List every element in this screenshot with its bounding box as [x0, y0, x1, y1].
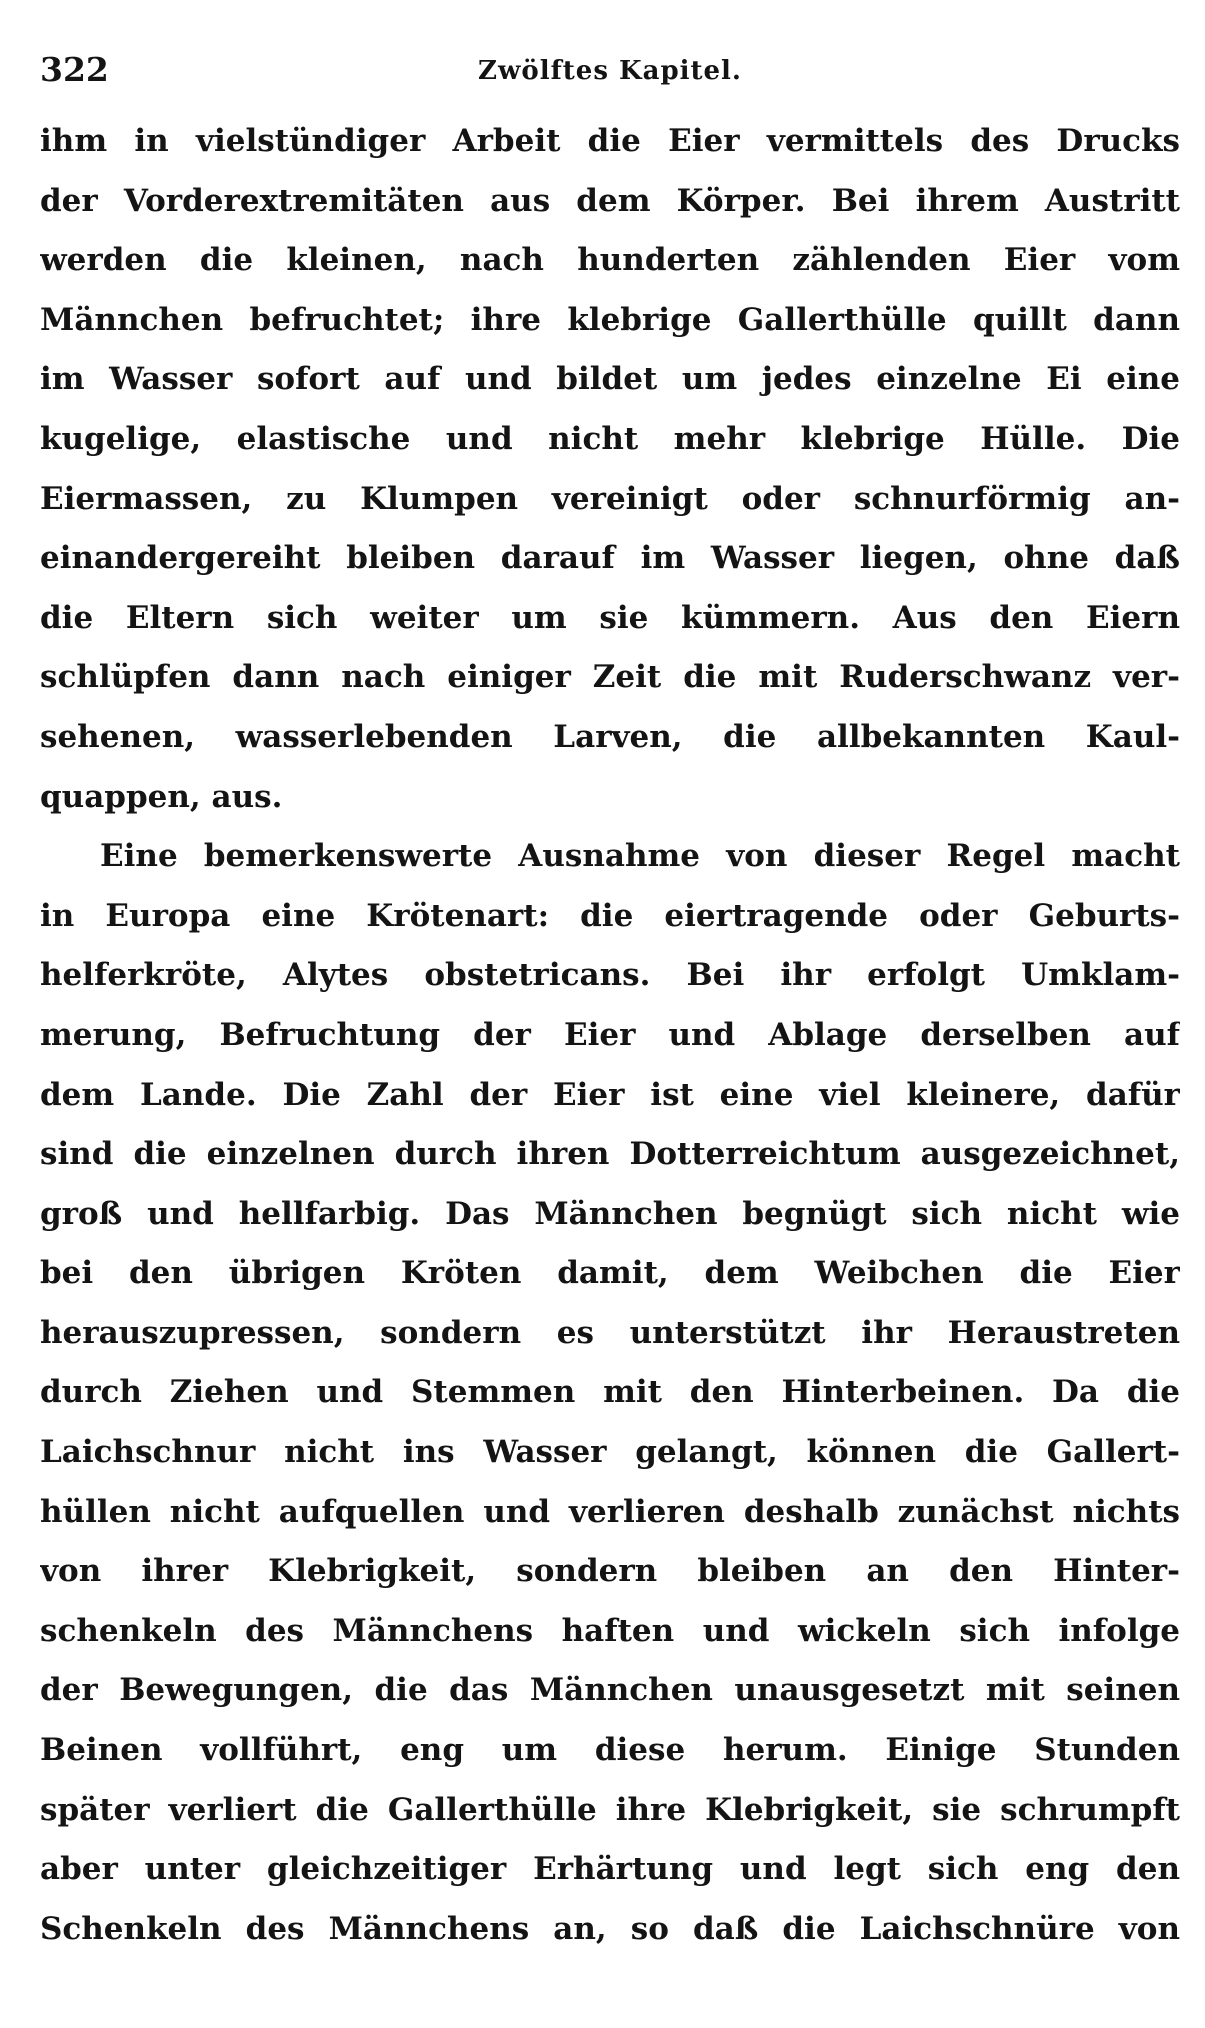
text-line: der Bewegungen, die das Männchen unausgesetzt mit seinen: [40, 1672, 1180, 1709]
text-line: Eiermassen, zu Klumpen vereinigt oder schnurförmig an-: [40, 480, 1180, 517]
paragraph: [40, 827, 1180, 1959]
text-line: einandergereiht bleiben darauf im Wasser liegen, ohne daß: [40, 540, 1180, 577]
text-line: sind die einzelnen durch ihren Dotterreichtum ausgezeichnet,: [40, 1136, 1180, 1173]
text-line: später verliert die Gallerthülle ihre Klebrigkeit, sie schrumpft: [40, 1791, 1180, 1828]
text-line: im Wasser sofort auf und bildet um jedes einzelne Ei eine: [40, 361, 1180, 398]
text-line: kugelige, elastische und nicht mehr klebrige Hülle. Die: [40, 420, 1180, 457]
page-number: 322: [40, 50, 109, 89]
body-text: [40, 112, 1180, 1959]
text-line: in Europa eine Krötenart: die eiertragende oder Geburts-: [40, 897, 1180, 934]
running-head: [40, 50, 1180, 112]
text-line: die Eltern sich weiter um sie kümmern. Aus den Eiern: [40, 599, 1180, 636]
text-line: werden die kleinen, nach hunderten zählenden Eier vom: [40, 242, 1180, 279]
text-line: schenkeln des Männchens haften und wickeln sich infolge: [40, 1612, 1180, 1649]
text-line: aber unter gleichzeitiger Erhärtung und legt sich eng den: [40, 1851, 1180, 1888]
text-line: herauszupressen, sondern es unterstützt ihr Heraustreten: [40, 1314, 1180, 1351]
book-page: [40, 50, 1180, 2010]
text-line: Laichschnur nicht ins Wasser gelangt, können die Gallert-: [40, 1434, 1180, 1471]
paragraph: [40, 112, 1180, 827]
text-line: helferkröte, Alytes obstetricans. Bei ihr erfolgt Umklam-: [40, 957, 1180, 994]
text-line: Beinen vollführt, eng um diese herum. Einige Stunden: [40, 1732, 1180, 1769]
text-line: groß und hellfarbig. Das Männchen begnügt sich nicht wie: [40, 1195, 1180, 1232]
text-line: der Vorderextremitäten aus dem Körper. Bei ihrem Austritt: [40, 182, 1180, 219]
text-line: ihm in vielstündiger Arbeit die Eier vermittels des Drucks: [40, 123, 1180, 159]
text-line: schlüpfen dann nach einiger Zeit die mit Ruderschwanz ver-: [40, 659, 1180, 696]
text-line: Männchen befruchtet; ihre klebrige Gallerthülle quillt dann: [40, 301, 1180, 338]
text-line: dem Lande. Die Zahl der Eier ist eine viel kleinere, dafür: [40, 1076, 1180, 1113]
text-line: Eine bemerkenswerte Ausnahme von dieser Regel macht: [100, 838, 1180, 875]
text-line: sehenen, wasserlebenden Larven, die allbekannten Kaul-: [40, 718, 1180, 755]
text-line: merung, Befruchtung der Eier und Ablage derselben auf: [40, 1016, 1180, 1053]
text-line: bei den übrigen Kröten damit, dem Weibchen die Eier: [40, 1255, 1180, 1292]
chapter-title: Zwölftes Kapitel.: [478, 56, 742, 86]
text-line: quappen, aus.: [40, 778, 283, 815]
text-line: von ihrer Klebrigkeit, sondern bleiben an den Hinter-: [40, 1553, 1180, 1590]
text-line: durch Ziehen und Stemmen mit den Hinterbeinen. Da die: [40, 1374, 1180, 1411]
text-line: hüllen nicht aufquellen und verlieren deshalb zunächst nichts: [40, 1493, 1180, 1530]
text-line: Schenkeln des Männchens an, so daß die Laichschnüre von: [40, 1910, 1180, 1947]
